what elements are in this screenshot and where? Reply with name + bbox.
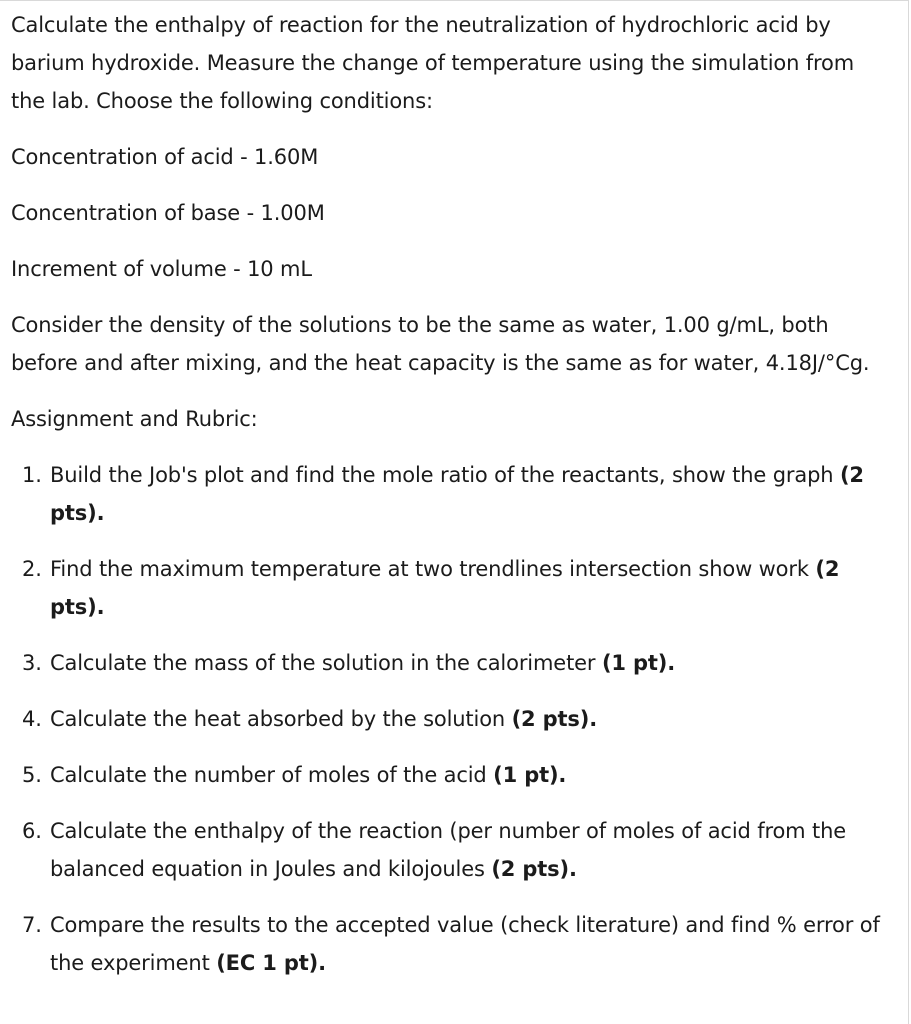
list-item (11, 756, 891, 794)
item-number: 5. (22, 763, 42, 787)
item-number: 1. (22, 463, 42, 487)
intro-paragraph: Calculate the enthalpy of reaction for the neutralization of hydrochloric acid by barium hydroxide. Measure the change of temperature using the simulation from the lab. Choose the following conditions: (11, 13, 855, 113)
item-points: (2 pts). (511, 707, 598, 731)
item-points: (2 pts). (50, 463, 864, 525)
item-body (50, 700, 891, 738)
item-text: Build the Job's plot and find the mole ratio of the reactants, show the graph (50, 463, 840, 487)
condition-volume: Increment of volume - 10 mL (11, 257, 312, 281)
item-points: (EC 1 pt). (216, 951, 326, 975)
list-item (11, 550, 891, 626)
list-item (11, 456, 891, 532)
condition-base: Concentration of base - 1.00M (11, 201, 325, 225)
item-body (50, 550, 891, 626)
item-text: Compare the results to the accepted value (check literature) and find % error of the experiment (50, 913, 880, 975)
item-points: (1 pt). (601, 651, 676, 675)
item-number: 6. (22, 819, 42, 843)
condition-acid: Concentration of acid - 1.60M (11, 145, 319, 169)
rubric-list (11, 456, 891, 982)
item-text: Find the maximum temperature at two trendlines intersection show work (50, 557, 816, 581)
item-text: Calculate the mass of the solution in the calorimeter (50, 651, 602, 675)
item-text: Calculate the heat absorbed by the solution (50, 707, 512, 731)
list-item (11, 644, 891, 682)
item-body (50, 906, 891, 982)
item-text: Calculate the enthalpy of the reaction (per number of moles of acid from the balanced equation in Joules and kilojoules (50, 819, 847, 881)
assignment-document (11, 6, 891, 1000)
item-points: (2 pts). (491, 857, 577, 881)
item-body (50, 456, 891, 532)
list-item (11, 812, 891, 888)
item-points: (1 pt). (493, 763, 567, 787)
item-body (50, 756, 891, 794)
assumptions-paragraph: Consider the density of the solutions to be the same as water, 1.00 g/mL, both before and after mixing, and the heat capacity is the same as for water, 4.18J/°Cg. (11, 313, 870, 375)
item-points: (2 pts). (50, 557, 840, 619)
item-body (50, 644, 891, 682)
rubric-heading: Assignment and Rubric: (11, 407, 258, 431)
item-number: 3. (22, 651, 42, 675)
item-text: Calculate the number of moles of the acid (50, 763, 494, 787)
item-number: 7. (22, 913, 42, 937)
item-number: 4. (22, 707, 42, 731)
list-item (11, 906, 891, 982)
list-item (11, 700, 891, 738)
item-number: 2. (22, 557, 42, 581)
item-body (50, 812, 891, 888)
